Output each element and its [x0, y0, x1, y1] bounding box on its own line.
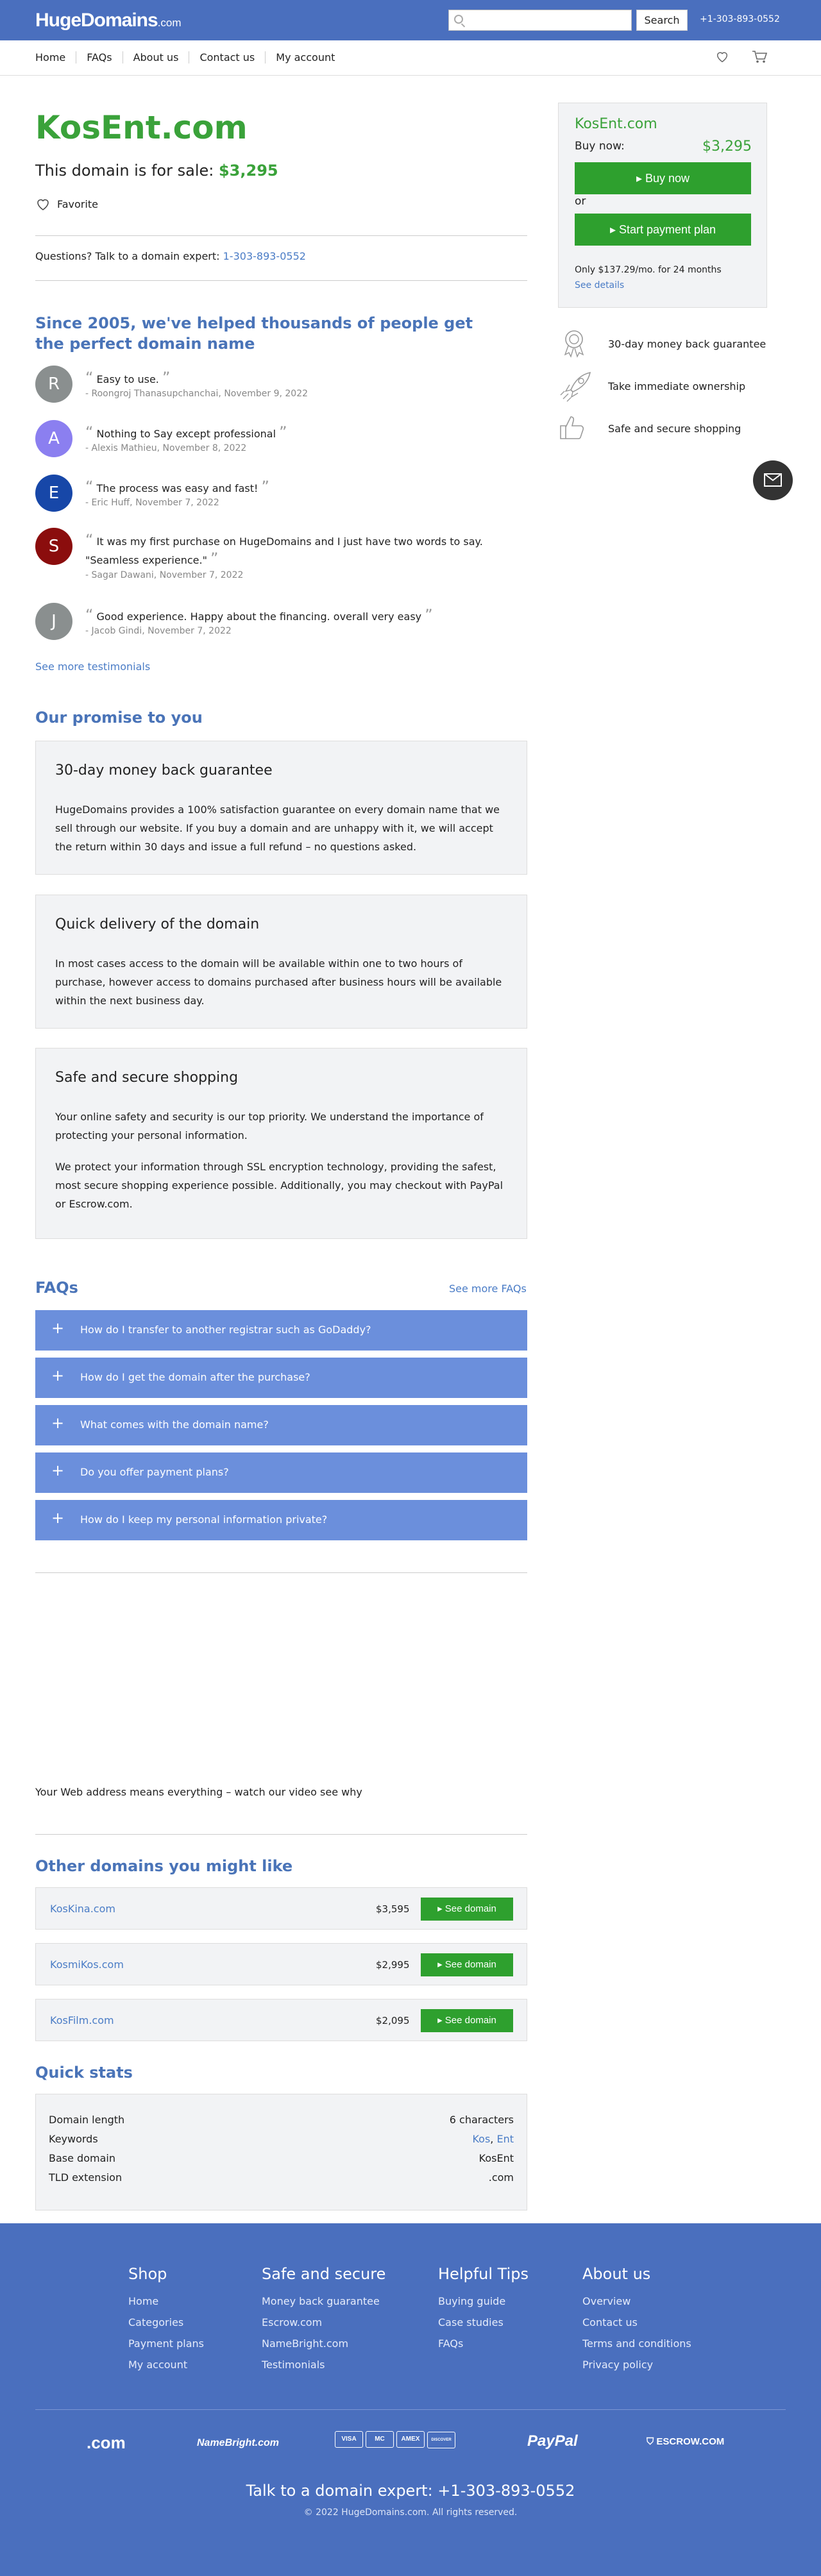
feature-money-back [558, 328, 770, 360]
divider [35, 1572, 527, 1573]
footer-link[interactable]: Testimonials [262, 2359, 325, 2371]
quote-text: Good experience. Happy about the financing. overall very easy [96, 610, 422, 623]
footer-link[interactable]: Terms and conditions [582, 2337, 691, 2350]
testimonial-author: - Sagar Dawani, November 7, 2022 [85, 570, 244, 580]
avatar: A [35, 420, 72, 457]
for-sale-line [35, 162, 278, 180]
see-domain-button[interactable]: ▸ See domain [421, 2009, 513, 2032]
other-domain-row [35, 1999, 527, 2041]
monthly-price: Only $137.29/mo. for 24 months [575, 265, 722, 275]
nav-faqs[interactable]: FAQs [76, 51, 122, 63]
testimonials-heading: Since 2005, we've helped thousands of people get the perfect domain name [35, 314, 473, 353]
testimonial-quote: “ The process was easy and fast! ” [85, 478, 269, 496]
buy-now-button[interactable]: ▸ Buy now [575, 162, 751, 194]
footer-link[interactable]: Privacy policy [582, 2359, 654, 2371]
mastercard-logo: MC [366, 2431, 394, 2448]
faq-item[interactable] [35, 1405, 527, 1445]
stat-label: Domain length [49, 2114, 125, 2126]
copyright: © 2022 HugeDomains.com. All rights reserved. [303, 2507, 518, 2518]
search-icon [454, 15, 463, 24]
footer-divider [35, 2409, 786, 2410]
favorites-heart-icon[interactable] [715, 49, 729, 63]
feature-text: 30-day money back guarantee [608, 338, 766, 350]
footer-col-safe [262, 2265, 385, 2375]
footer-link[interactable]: Case studies [438, 2316, 504, 2328]
faq-question: How do I transfer to another registrar such as GoDaddy? [80, 1324, 371, 1336]
favorite-button[interactable] [35, 197, 98, 211]
testimonial [35, 420, 510, 465]
other-domain-row [35, 1943, 527, 1985]
footer-col-title: About us [582, 2265, 651, 2283]
footer-link[interactable]: Payment plans [128, 2337, 205, 2350]
nav-about[interactable]: About us [123, 51, 189, 63]
amex-logo: AMEX [396, 2431, 425, 2448]
footer-link[interactable]: Overview [582, 2295, 631, 2307]
footer-link[interactable]: Escrow.com [262, 2316, 323, 2328]
buy-box [558, 103, 767, 308]
faq-question: Do you offer payment plans? [80, 1466, 229, 1478]
escrow-shield-icon: ⛉ [647, 2436, 657, 2447]
testimonial [35, 528, 510, 585]
faq-question: What comes with the domain name? [80, 1418, 269, 1431]
quote-text: Easy to use. [96, 373, 159, 385]
faq-question: How do I keep my personal information private? [80, 1513, 328, 1526]
testimonial [35, 475, 510, 519]
feature-secure [558, 413, 770, 445]
testimonial-quote: “ Good experience. Happy about the financing. overall very easy ” [85, 606, 433, 624]
questions-line [35, 250, 306, 262]
testimonial-quote: “ Nothing to Say except professional ” [85, 423, 287, 441]
promise-card-delivery [35, 895, 527, 1029]
avatar: E [35, 475, 72, 512]
footer-col-title: Shop [128, 2265, 167, 2283]
card-logos [335, 2431, 458, 2448]
faq-item[interactable] [35, 1452, 527, 1493]
logo[interactable] [35, 10, 182, 31]
keyword-link[interactable]: Ent [496, 2133, 514, 2145]
promise-card-text: We protect your information through SSL encryption technology, providing the safest, most secure shopping experience possible. Additionally, you may checkout with PayPal or Escrow.com. [55, 1161, 504, 1210]
stat-row [49, 2171, 514, 2189]
promise-heading: Our promise to you [35, 709, 203, 727]
heart-icon [35, 197, 51, 211]
quote-text: Nothing to Say except professional [96, 428, 276, 440]
divider [35, 280, 527, 281]
quote-text: The process was easy and fast! [96, 482, 258, 494]
main-nav [0, 40, 821, 76]
favorite-label: Favorite [57, 198, 98, 210]
buy-box-domain: KosEnt.com [575, 116, 657, 132]
stat-value: KosEnt [478, 2152, 514, 2164]
feature-ownership [558, 371, 770, 403]
plus-icon: + [51, 1509, 65, 1527]
stat-label: Keywords [49, 2133, 98, 2145]
see-more-testimonials-link[interactable]: See more testimonials [35, 661, 151, 673]
award-icon [558, 328, 590, 358]
footer [0, 2223, 821, 2576]
other-domain-price: $2,995 [376, 1959, 410, 1971]
stat-row [49, 2152, 514, 2170]
escrow-logo [647, 2436, 724, 2447]
stat-label: TLD extension [49, 2171, 123, 2184]
plus-icon: + [51, 1461, 65, 1479]
testimonial-author: - Eric Huff, November 7, 2022 [85, 498, 219, 508]
nav-home[interactable]: Home [35, 51, 66, 63]
faq-item[interactable] [35, 1358, 527, 1398]
domain-title: KosEnt.com [35, 109, 248, 146]
feature-text: Safe and secure shopping [608, 423, 741, 435]
buy-box-price: $3,295 [702, 139, 752, 155]
testimonial-quote: “ Easy to use. ” [85, 369, 171, 387]
feature-text: Take immediate ownership [608, 380, 746, 392]
footer-link[interactable]: FAQs [438, 2337, 464, 2350]
promise-card-title: Safe and secure shopping [55, 1070, 239, 1086]
footer-link[interactable]: Buying guide [438, 2295, 506, 2307]
testimonial-author: - Roongroj Thanasupchanchai, November 9, 2022 [85, 389, 309, 399]
divider [35, 1834, 527, 1835]
video-caption: Your Web address means everything – watch our video see why [35, 1786, 362, 1798]
footer-link[interactable]: NameBright.com [262, 2337, 349, 2350]
testimonial-author: - Alexis Mathieu, November 8, 2022 [85, 443, 247, 453]
cart-icon[interactable] [752, 50, 767, 64]
testimonial-quote: “ It was my first purchase on HugeDomains and I just have two words to say. "Seamless experience." ” [85, 531, 483, 568]
avatar: R [35, 366, 72, 403]
see-more-faqs-link[interactable]: See more FAQs [449, 1283, 527, 1295]
footer-col-about [582, 2265, 691, 2375]
footer-link[interactable]: Home [128, 2295, 159, 2307]
visa-logo: VISA [335, 2431, 363, 2448]
top-bar [0, 0, 821, 40]
promise-card-title: 30-day money back guarantee [55, 762, 273, 779]
dotcom-logo: .com [87, 2433, 126, 2452]
promise-card-title: Quick delivery of the domain [55, 916, 260, 932]
see-domain-button[interactable]: ▸ See domain [421, 1953, 513, 1976]
footer-link[interactable]: Contact us [582, 2316, 638, 2328]
quick-stats-box [35, 2094, 527, 2210]
discover-logo: DISCOVER [427, 2432, 455, 2448]
stat-value: .com [488, 2171, 514, 2184]
faq-question: How do I get the domain after the purchase? [80, 1371, 310, 1383]
thumbs-up-icon [558, 413, 588, 441]
stat-row [49, 2133, 514, 2151]
promise-card-text: In most cases access to the domain will be available within one to two hours of purchase, however access to domains purchased after business hours will be available within the next business day. [55, 957, 502, 1007]
other-domain-link[interactable]: KosFilm.com [50, 2014, 114, 2026]
rocket-icon [558, 371, 591, 403]
footer-link[interactable]: Money back guarantee [262, 2295, 380, 2307]
other-domain-link[interactable]: KosmiKos.com [50, 1958, 124, 1971]
other-domain-link[interactable]: KosKina.com [50, 1903, 115, 1915]
stat-row [49, 2114, 514, 2132]
escrow-text: ESCROW.COM [656, 2436, 725, 2447]
questions-text: Questions? Talk to a domain expert: [35, 250, 220, 262]
testimonial [35, 366, 510, 410]
stat-label: Base domain [49, 2152, 115, 2164]
questions-phone-link[interactable]: 1-303-893-0552 [223, 250, 306, 262]
or-text: or [575, 195, 586, 208]
other-domain-price: $2,095 [376, 2015, 410, 2026]
nav-account[interactable]: My account [265, 51, 345, 63]
plus-icon: + [51, 1319, 65, 1337]
search-input[interactable] [468, 13, 629, 28]
promise-card-text: Your online safety and security is our top priority. We understand the importance of protecting your personal information. [55, 1111, 484, 1141]
testimonial [35, 603, 510, 648]
mail-icon [753, 460, 793, 500]
faqs-heading: FAQs [35, 1279, 78, 1297]
stat-value: 6 characters [449, 2114, 514, 2126]
plus-icon: + [51, 1367, 65, 1385]
paypal-logo: PayPal [527, 2432, 578, 2450]
avatar: J [35, 603, 72, 640]
search-button[interactable]: Search [636, 10, 688, 31]
footer-col-title: Safe and secure [262, 2265, 386, 2283]
testimonial-author: - Jacob Gindi, November 7, 2022 [85, 626, 232, 636]
footer-col-tips [438, 2265, 529, 2354]
namebright-logo: NameBright.com [197, 2437, 280, 2448]
promise-card-money-back [35, 741, 527, 875]
payment-plan-button[interactable]: ▸ Start payment plan [575, 214, 751, 246]
avatar: S [35, 528, 72, 565]
faq-item[interactable] [35, 1500, 527, 1540]
quote-text: It was my first purchase on HugeDomains and I just have two words to say. "Seamless experience." [85, 535, 483, 566]
divider [35, 235, 527, 236]
nav-contact[interactable]: Contact us [189, 51, 265, 63]
faq-item[interactable] [35, 1310, 527, 1351]
other-domain-price: $3,595 [376, 1903, 410, 1915]
header-phone[interactable]: +1-303-893-0552 [700, 14, 780, 24]
see-domain-button[interactable]: ▸ See domain [421, 1898, 513, 1921]
plus-icon: + [51, 1414, 65, 1432]
other-domains-heading: Other domains you might like [35, 1857, 293, 1875]
promise-card-secure [35, 1048, 527, 1239]
contact-mail-button[interactable] [753, 460, 793, 500]
stat-value: Kos, Ent [472, 2133, 514, 2145]
footer-phone[interactable]: Talk to a domain expert: +1-303-893-0552 [246, 2482, 575, 2500]
logo-text: HugeDomains [35, 10, 158, 31]
search-box[interactable] [448, 10, 632, 31]
see-details-link[interactable]: See details [575, 280, 625, 290]
other-domain-row [35, 1887, 527, 1930]
footer-col-shop [128, 2265, 204, 2375]
footer-link[interactable]: Categories [128, 2316, 184, 2328]
for-sale-text: This domain is for sale: [35, 162, 214, 180]
domain-price: $3,295 [218, 162, 278, 180]
footer-link[interactable]: My account [128, 2359, 188, 2371]
buy-now-label: Buy now: [575, 140, 625, 153]
quick-stats-heading: Quick stats [35, 2064, 133, 2082]
logo-suffix: .com [157, 17, 182, 29]
promise-card-text: HugeDomains provides a 100% satisfaction guarantee on every domain name that we sell through our website. If you buy a domain and are unhappy with it, we will accept the return within 30 days and issue a full refund – no questions asked. [55, 804, 500, 853]
keyword-link[interactable]: Kos [472, 2133, 491, 2145]
footer-col-title: Helpful Tips [438, 2265, 529, 2283]
